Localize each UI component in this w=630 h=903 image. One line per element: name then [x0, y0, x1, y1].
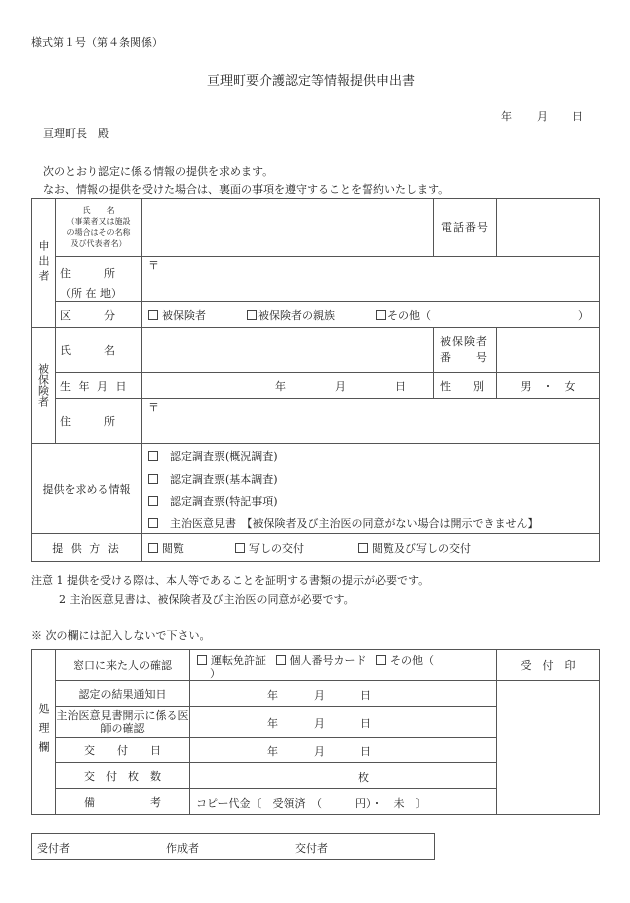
phone-label: 電話番号 [441, 221, 489, 234]
sex-label: 性 別 [440, 379, 484, 393]
id-option-license[interactable] [197, 654, 266, 667]
option-label: その他（ [390, 654, 434, 667]
requested-info-item[interactable] [148, 448, 278, 464]
insured-section-label: 被保険者 [36, 363, 50, 407]
notice-date-month: 月 [314, 689, 325, 702]
applicant-address-field[interactable] [142, 257, 599, 301]
id-check-close-paren: ） [210, 667, 221, 680]
checkbox-icon[interactable] [376, 310, 386, 320]
option-label: その他（ [387, 308, 431, 322]
checkbox-icon[interactable] [358, 543, 368, 553]
addressee: 亘理町長 殿 [43, 127, 109, 140]
sheet-count-unit: 枚 [358, 771, 369, 784]
office-section-label: 処理欄 [37, 703, 50, 760]
doctor-check-year: 年 [267, 717, 278, 730]
date-day: 日 [572, 110, 583, 123]
option-label: 閲覧及び写しの交付 [372, 541, 471, 555]
checkbox-icon[interactable] [247, 310, 257, 320]
method-label: 提 供 方 法 [52, 541, 121, 555]
checkbox-icon[interactable] [148, 451, 158, 461]
checkbox-icon[interactable] [148, 518, 158, 528]
option-label: 閲覧 [162, 541, 184, 555]
signature-box [31, 833, 435, 860]
category-close-paren: ） [578, 308, 589, 322]
requested-info-item[interactable] [148, 493, 278, 509]
option-label: 運転免許証 [211, 654, 266, 667]
name-label-line: 氏 名 [82, 206, 115, 215]
dob-year: 年 [275, 379, 286, 393]
id-option-other[interactable] [376, 654, 434, 667]
dob-month: 月 [335, 379, 346, 393]
signature-issuer: 交付者 [295, 842, 328, 855]
item-label: 認定調査票(特記事項) [170, 495, 278, 508]
applicant-section-label: 申出者 [37, 240, 50, 285]
method-option-both[interactable] [358, 534, 471, 561]
id-check-options [197, 652, 434, 668]
office-row-label: 交 付 日 [84, 744, 161, 757]
checkbox-icon[interactable] [148, 496, 158, 506]
insured-number-field[interactable] [497, 328, 599, 372]
requested-info-item[interactable] [148, 471, 278, 487]
checkbox-icon[interactable] [148, 310, 158, 320]
checkbox-icon[interactable] [148, 474, 158, 484]
address-label-line: （所 在 地） [60, 287, 122, 300]
office-row-label: 備 考 [84, 795, 161, 809]
method-option-view[interactable] [148, 534, 184, 561]
method-option-copy[interactable] [235, 534, 304, 561]
requested-info-item[interactable] [148, 515, 539, 531]
applicant-name-field[interactable] [142, 199, 433, 256]
option-label: 被保険者 [162, 308, 206, 322]
intro-line-2: なお、情報の提供を受けた場合は、裏面の事項を遵守することを誓約いたします。 [43, 183, 450, 196]
insured-number-label [440, 333, 492, 365]
remarks-copy-fee: コピー代金〔 受領済 （ 円）・ 未 〕 [196, 797, 427, 810]
date-month: 月 [537, 110, 548, 123]
office-row-label: 交 付 枚 数 [84, 769, 161, 783]
insured-name-field[interactable] [142, 328, 433, 372]
postal-mark: 〒 [148, 259, 159, 272]
signature-receiver: 受付者 [37, 842, 70, 855]
item-label: 認定調査票(基本調査) [170, 473, 278, 486]
office-row-label: 主治医意見書開示に係る医師の確認 [56, 709, 189, 735]
issue-date-year: 年 [267, 745, 278, 758]
checkbox-icon[interactable] [276, 655, 286, 665]
office-row-label: 窓口に来た人の確認 [73, 659, 172, 672]
dob-day: 日 [395, 379, 406, 393]
notice-date-year: 年 [267, 689, 278, 702]
category-option-relative[interactable] [247, 302, 335, 327]
date-year: 年 [501, 110, 512, 123]
issue-date-month: 月 [314, 745, 325, 758]
doctor-check-month: 月 [314, 717, 325, 730]
insured-number-label-line: 被保険者 [440, 335, 488, 348]
dob-label: 生 年 月 日 [60, 379, 129, 393]
doctor-check-day: 日 [360, 717, 371, 730]
checkbox-icon[interactable] [197, 655, 207, 665]
applicant-address-label [60, 265, 138, 301]
applicant-name-label [56, 198, 141, 256]
note-2: 2 主治医意見書は、被保険者及び主治医の同意が必要です。 [59, 593, 355, 606]
option-label: 個人番号カード [289, 654, 367, 667]
name-label-line: の場合はその名称 [66, 228, 131, 237]
stamp-label: 受 付 印 [520, 659, 576, 672]
signature-creator: 作成者 [166, 842, 199, 855]
phone-field[interactable] [497, 199, 599, 256]
notice-date-day: 日 [360, 689, 371, 702]
id-option-mynumber[interactable] [276, 654, 367, 667]
insured-name-label: 氏 名 [60, 344, 115, 357]
requested-info-label: 提供を求める情報 [42, 482, 131, 496]
form-number: 様式第１号（第４条関係） [31, 36, 163, 49]
stamp-area [497, 681, 599, 814]
office-notice: ※ 次の欄には記入しないで下さい。 [31, 629, 211, 642]
item-label: 主治医意見書 【被保険者及び主治医の同意がない場合は開示できません】 [170, 517, 539, 530]
category-label: 区 分 [60, 308, 115, 322]
page-title: 亘理町要介護認定等情報提供申出書 [207, 74, 416, 89]
option-label: 写しの交付 [249, 541, 304, 555]
postal-mark: 〒 [148, 401, 159, 414]
checkbox-icon[interactable] [235, 543, 245, 553]
dob-field[interactable] [142, 373, 433, 398]
category-option-insured[interactable] [148, 302, 206, 327]
name-label-line: 及び代表者名） [70, 239, 127, 248]
issue-date-day: 日 [360, 745, 371, 758]
intro-line-1: 次のとおり認定に係る情報の提供を求めます。 [43, 165, 274, 178]
checkbox-icon[interactable] [148, 543, 158, 553]
insured-address-field[interactable] [142, 399, 599, 443]
name-label-line: （事業者又は施設 [66, 217, 131, 226]
office-row-label: 認定の結果通知日 [78, 687, 167, 701]
item-label: 認定調査票(概況調査) [170, 450, 278, 463]
address-label-line: 住 所 [60, 267, 115, 280]
insured-address-label: 住 所 [60, 415, 115, 428]
category-option-other[interactable] [376, 302, 431, 327]
sex-options[interactable]: 男 ・ 女 [520, 379, 576, 393]
checkbox-icon[interactable] [376, 655, 386, 665]
option-label: 被保険者の親族 [258, 308, 335, 322]
note-1: 注意 1 提供を受ける際は、本人等であることを証明する書類の提示が必要です。 [31, 574, 430, 587]
insured-number-label-line: 番 号 [440, 351, 488, 364]
